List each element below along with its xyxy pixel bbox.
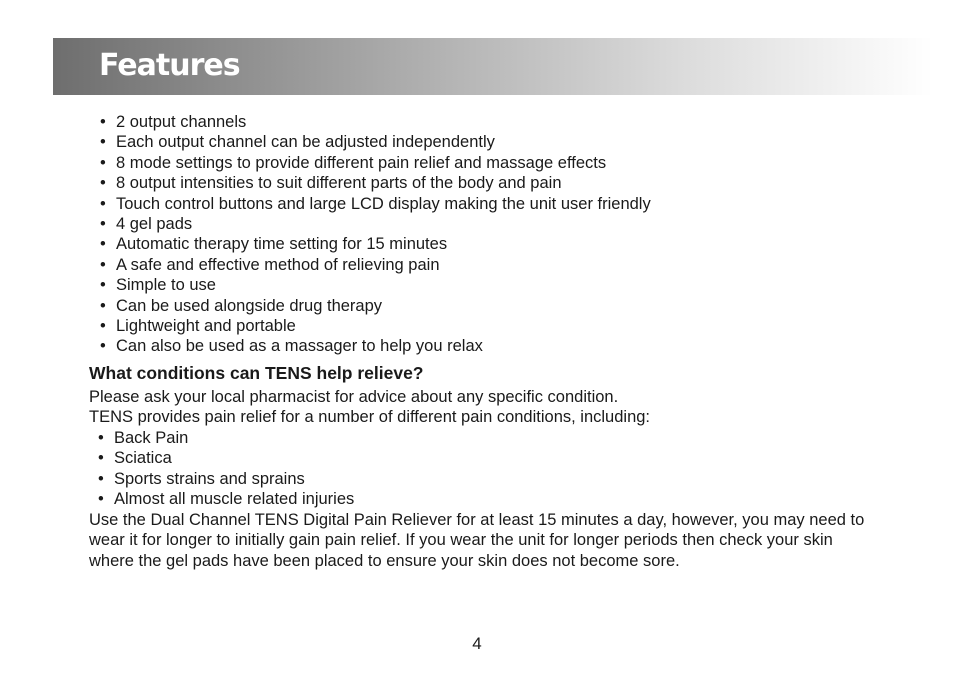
list-item: • 8 mode settings to provide different pain relief and massage effects bbox=[100, 153, 651, 173]
pharmacist-advice-text: Please ask your local pharmacist for advice about any specific condition. bbox=[89, 388, 619, 406]
list-item: • Simple to use bbox=[100, 275, 651, 295]
usage-paragraph: Use the Dual Channel TENS Digital Pain Reliever for at least 15 minutes a day, however, you may need to wear it for longer to initially gain pain relief. If you wear the unit for longer periods then check your skin where the gel pads have been placed to ensure your skin does not become sore. bbox=[89, 511, 865, 570]
list-item: • Touch control buttons and large LCD display making the unit user friendly bbox=[100, 194, 651, 214]
section-header-bar bbox=[53, 38, 933, 95]
page-title: Features bbox=[99, 48, 240, 83]
conditions-heading: What conditions can TENS help relieve? bbox=[89, 363, 424, 383]
list-item: • Sciatica bbox=[98, 448, 354, 468]
page-number: 4 bbox=[472, 634, 482, 653]
list-item: • Can be used alongside drug therapy bbox=[100, 296, 651, 316]
conditions-intro-text: TENS provides pain relief for a number of different pain conditions, including: bbox=[89, 408, 651, 426]
list-item: • 4 gel pads bbox=[100, 214, 651, 234]
list-item: • Lightweight and portable bbox=[100, 316, 651, 336]
list-item: • A safe and effective method of relieving pain bbox=[100, 255, 651, 275]
list-item: • Back Pain bbox=[98, 428, 354, 448]
conditions-list bbox=[98, 428, 354, 510]
list-item: • Almost all muscle related injuries bbox=[98, 489, 354, 509]
list-item: • Each output channel can be adjusted independently bbox=[100, 132, 651, 152]
list-item: • Can also be used as a massager to help you relax bbox=[100, 336, 651, 356]
list-item: • Automatic therapy time setting for 15 minutes bbox=[100, 234, 651, 254]
list-item: • 8 output intensities to suit different parts of the body and pain bbox=[100, 173, 651, 193]
features-list bbox=[100, 112, 651, 357]
list-item: • 2 output channels bbox=[100, 112, 651, 132]
list-item: • Sports strains and sprains bbox=[98, 469, 354, 489]
